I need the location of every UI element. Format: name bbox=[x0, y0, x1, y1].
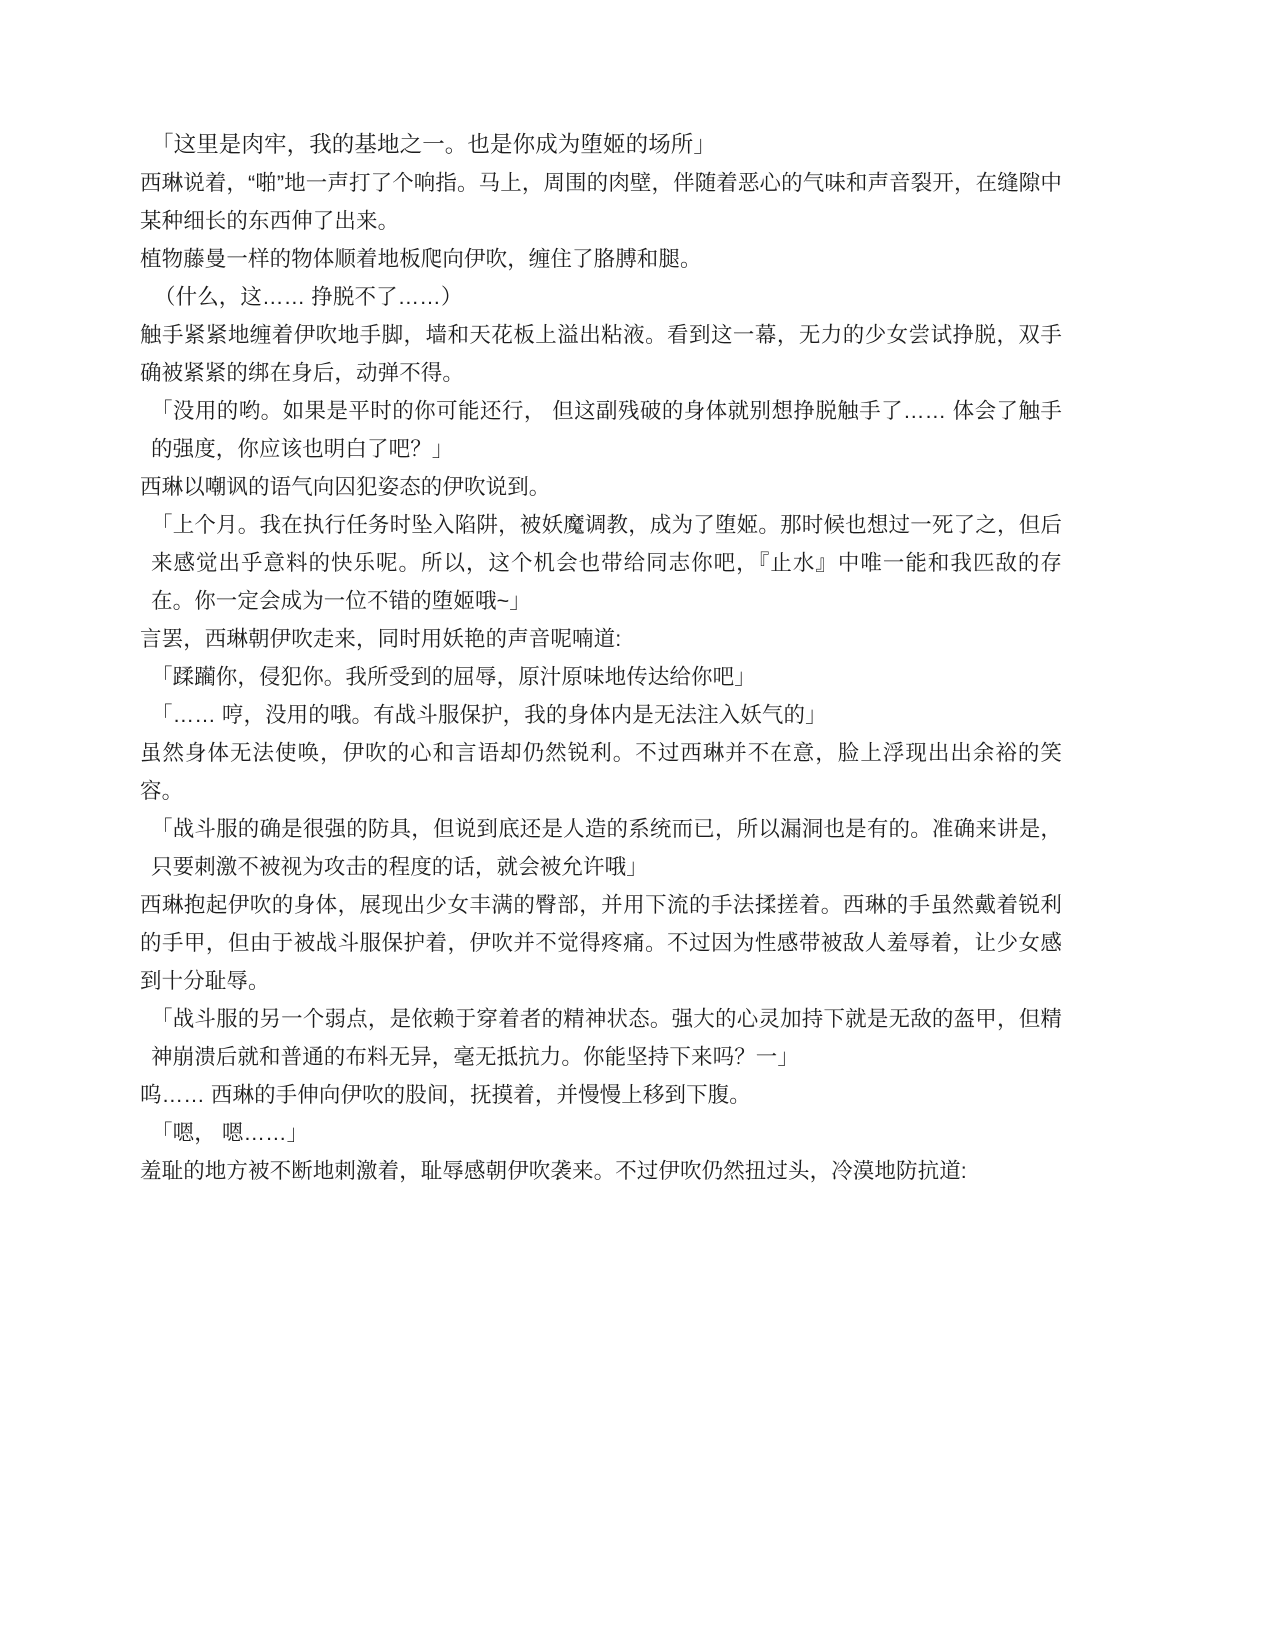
paragraph-15: 「战斗服的另一个弱点，是依赖于穿着者的精神状态。强大的心灵加持下就是无敌的盔甲，但精神崩溃后就和普通的布料无异，毫无抵抗力。你能坚持下来吗？一」 bbox=[151, 1007, 1062, 1069]
paragraph-3: 植物藤曼一样的物体顺着地板爬向伊吹，缠住了胳膊和腿。 bbox=[140, 247, 702, 271]
paragraph-11: 「…… 哼，没用的哦。有战斗服保护，我的身体内是无法注入妖气的」 bbox=[151, 703, 827, 727]
paragraph-18: 羞耻的地方被不断地刺激着，耻辱感朝伊吹袭来。不过伊吹仍然扭过头，冷漠地防抗道: bbox=[140, 1159, 967, 1183]
paragraph-8: 「上个月。我在执行任务时坠入陷阱，被妖魔调教，成为了堕姬。那时候也想过一死了之，但后来感觉出乎意料的快乐呢。所以，这个机会也带给同志你吧，『止水』中唯一能和我匹敌的存在。你一定会成为一位不错的堕姬哦~」 bbox=[151, 513, 1062, 613]
paragraph-2: 西琳说着，“啪”地一声打了个响指。马上，周围的肉壁，伴随着恶心的气味和声音裂开，在缝隙中某种细长的东西伸了出来。 bbox=[140, 171, 1062, 233]
paragraph-1: 「这里是肉牢，我的基地之一。也是你成为堕姬的场所」 bbox=[151, 132, 717, 157]
paragraph-9: 言罢，西琳朝伊吹走来，同时用妖艳的声音呢喃道: bbox=[140, 627, 622, 651]
paragraph-14: 西琳抱起伊吹的身体，展现出少女丰满的臀部，并用下流的手法揉搓着。西琳的手虽然戴着锐利的手甲，但由于被战斗服保护着，伊吹并不觉得疼痛。不过因为性感带被敌人羞辱着，让少女感到十分耻辱。 bbox=[140, 893, 1062, 993]
paragraph-7: 西琳以嘲讽的语气向囚犯姿态的伊吹说到。 bbox=[140, 475, 551, 499]
paragraph-12: 虽然身体无法使唤，伊吹的心和言语却仍然锐利。不过西琳并不在意，脸上浮现出出余裕的笑容。 bbox=[140, 741, 1062, 803]
paragraph-17: 「嗯， 嗯……」 bbox=[151, 1121, 309, 1145]
paragraph-16: 呜…… 西琳的手伸向伊吹的股间，抚摸着，并慢慢上移到下腹。 bbox=[140, 1083, 751, 1107]
paragraph-13: 「战斗服的确是很强的防具，但说到底还是人造的系统而已，所以漏洞也是有的。准确来讲是，只要刺激不被视为攻击的程度的话，就会被允许哦」 bbox=[151, 817, 1062, 879]
paragraph-6: 「没用的哟。如果是平时的你可能还行， 但这副残破的身体就别想挣脱触手了…… 体会了触手的强度，你应该也明白了吧？」 bbox=[151, 399, 1062, 461]
paragraph-5: 触手紧紧地缠着伊吹地手脚，墙和天花板上溢出粘液。看到这一幕，无力的少女尝试挣脱，双手确被紧紧的绑在身后，动弹不得。 bbox=[140, 323, 1062, 385]
paragraph-4: （什么，这…… 挣脱不了……） bbox=[154, 285, 463, 309]
paragraph-10: 「蹂躏你，侵犯你。我所受到的屈辱，原汁原味地传达给你吧」 bbox=[151, 665, 756, 689]
document-body bbox=[140, 126, 1062, 1190]
